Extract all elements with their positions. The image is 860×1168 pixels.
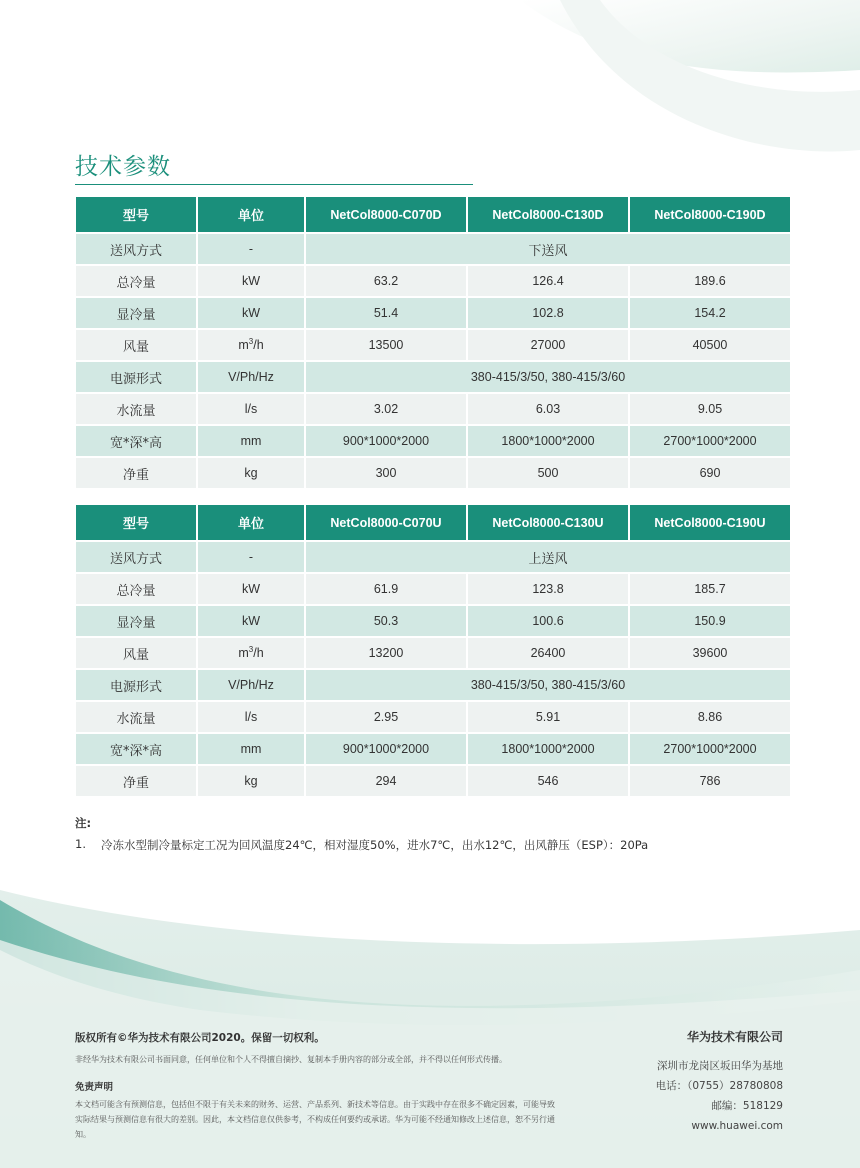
row-value: 1800*1000*2000	[468, 426, 628, 456]
row-value: 189.6	[630, 266, 790, 296]
copyright-notice: 非经华为技术有限公司书面同意，任何单位和个人不得擅自摘抄、复制本手册内容的部分或全部，并不得以任何形式传播。	[75, 1055, 507, 1064]
header-model-3: NetCol8000-C190U	[630, 505, 790, 540]
row-unit: mm	[198, 426, 304, 456]
table-row	[76, 362, 790, 392]
unit-base: m	[238, 646, 249, 661]
company-name: 华为技术有限公司	[686, 1030, 783, 1044]
header-model: 型号	[76, 505, 196, 540]
row-unit: kW	[198, 606, 304, 636]
row-value: 26400	[468, 638, 628, 668]
notes-heading: 注:	[75, 816, 92, 830]
row-label: 宽*深*高	[76, 734, 196, 764]
table-row	[76, 542, 790, 572]
row-value: 126.4	[468, 266, 628, 296]
row-value: 5.91	[468, 702, 628, 732]
row-unit: kW	[198, 574, 304, 604]
row-value: 51.4	[306, 298, 466, 328]
unit-rest: /h	[253, 338, 264, 353]
row-label: 显冷量	[76, 298, 196, 328]
disclaimer-title: 免责声明	[75, 1082, 114, 1093]
row-value: 2700*1000*2000	[630, 734, 790, 764]
header-model-2: NetCol8000-C130U	[468, 505, 628, 540]
row-label: 电源形式	[76, 670, 196, 700]
disclaimer-text: 本文档可能含有预测信息，包括但不限于有关未来的财务、运营、产品系列、新技术等信息。由于实践中存在很多不确定因素，可能导致实际结果与预测信息有很大的差别。因此，本文档信息仅供参考，不构成任何要约或承诺。华为可能不经通知修改上述信息，恕不另行通知。	[75, 1100, 555, 1139]
row-label: 总冷量	[76, 266, 196, 296]
footer-legal	[75, 1030, 575, 1142]
row-value: 900*1000*2000	[306, 426, 466, 456]
row-label: 净重	[76, 458, 196, 488]
row-value: 8.86	[630, 702, 790, 732]
row-unit: V/Ph/Hz	[198, 362, 304, 392]
row-unit: kg	[198, 766, 304, 796]
header-model-1: NetCol8000-C070D	[306, 197, 466, 232]
row-merged-value: 380-415/3/50, 380-415/3/60	[306, 362, 790, 392]
header-model-2: NetCol8000-C130D	[468, 197, 628, 232]
unit-base: m	[238, 338, 249, 353]
table-row	[76, 734, 790, 764]
row-value: 2700*1000*2000	[630, 426, 790, 456]
note-number: 1.	[75, 837, 86, 851]
row-value: 154.2	[630, 298, 790, 328]
row-value: 185.7	[630, 574, 790, 604]
table-row	[76, 702, 790, 732]
row-value: 9.05	[630, 394, 790, 424]
row-value: 900*1000*2000	[306, 734, 466, 764]
row-value: 786	[630, 766, 790, 796]
row-label: 电源形式	[76, 362, 196, 392]
row-value: 546	[468, 766, 628, 796]
table-row	[76, 426, 790, 456]
row-value: 150.9	[630, 606, 790, 636]
row-unit: kW	[198, 298, 304, 328]
row-label: 净重	[76, 766, 196, 796]
header-model: 型号	[76, 197, 196, 232]
row-value: 61.9	[306, 574, 466, 604]
row-value: 13500	[306, 330, 466, 360]
spec-table-upflow	[74, 503, 792, 798]
table-header-row	[76, 505, 790, 540]
row-unit: -	[198, 234, 304, 264]
row-value: 27000	[468, 330, 628, 360]
notes-section	[75, 815, 648, 853]
row-value: 40500	[630, 330, 790, 360]
row-value: 63.2	[306, 266, 466, 296]
row-label: 风量	[76, 330, 196, 360]
note-text: 冷冻水型制冷量标定工况为回风温度24℃，相对湿度50%，进水7℃，出水12℃，出风静压（ESP）：20Pa	[101, 838, 649, 852]
table-row	[76, 638, 790, 668]
row-value: 123.8	[468, 574, 628, 604]
row-value: 50.3	[306, 606, 466, 636]
table-row	[76, 574, 790, 604]
table-row	[76, 234, 790, 264]
table-row	[76, 766, 790, 796]
table-row	[76, 298, 790, 328]
row-unit: V/Ph/Hz	[198, 670, 304, 700]
row-label: 宽*深*高	[76, 426, 196, 456]
row-value: 690	[630, 458, 790, 488]
header-unit: 单位	[198, 197, 304, 232]
row-label: 水流量	[76, 702, 196, 732]
table-row	[76, 330, 790, 360]
row-unit: kg	[198, 458, 304, 488]
row-value: 100.6	[468, 606, 628, 636]
header-model-3: NetCol8000-C190D	[630, 197, 790, 232]
header-model-1: NetCol8000-C070U	[306, 505, 466, 540]
title-rule	[75, 184, 473, 185]
footer-contact	[656, 1028, 783, 1134]
note-item	[75, 837, 648, 853]
spec-table-downflow	[74, 195, 792, 490]
row-value: 2.95	[306, 702, 466, 732]
unit-sup: 3	[248, 645, 254, 655]
row-label: 总冷量	[76, 574, 196, 604]
table-row	[76, 266, 790, 296]
row-value: 500	[468, 458, 628, 488]
row-label: 送风方式	[76, 234, 196, 264]
company-website[interactable]: www.huawei.com	[691, 1120, 783, 1132]
table-row	[76, 394, 790, 424]
row-unit	[198, 330, 304, 360]
table-row	[76, 670, 790, 700]
company-phone: 电话：（0755）28780808	[655, 1080, 783, 1092]
row-unit: l/s	[198, 702, 304, 732]
row-value: 13200	[306, 638, 466, 668]
row-value: 3.02	[306, 394, 466, 424]
row-merged-value: 380-415/3/50, 380-415/3/60	[306, 670, 790, 700]
row-unit: l/s	[198, 394, 304, 424]
row-label: 风量	[76, 638, 196, 668]
row-unit: kW	[198, 266, 304, 296]
unit-sup: 3	[248, 337, 254, 347]
row-value: 102.8	[468, 298, 628, 328]
page-title: 技术参数	[75, 154, 171, 180]
copyright-line: 版权所有©华为技术有限公司2020。保留一切权利。	[75, 1032, 325, 1044]
row-unit	[198, 638, 304, 668]
row-merged-value: 上送风	[306, 542, 790, 572]
header-unit: 单位	[198, 505, 304, 540]
row-value: 6.03	[468, 394, 628, 424]
row-value: 39600	[630, 638, 790, 668]
row-value: 1800*1000*2000	[468, 734, 628, 764]
row-merged-value: 下送风	[306, 234, 790, 264]
row-label: 显冷量	[76, 606, 196, 636]
row-unit: mm	[198, 734, 304, 764]
unit-rest: /h	[253, 646, 264, 661]
table-row	[76, 606, 790, 636]
table-row	[76, 458, 790, 488]
table-header-row	[76, 197, 790, 232]
company-postcode: 邮编：518129	[711, 1100, 783, 1112]
row-value: 300	[306, 458, 466, 488]
row-value: 294	[306, 766, 466, 796]
row-label: 送风方式	[76, 542, 196, 572]
row-label: 水流量	[76, 394, 196, 424]
company-address: 深圳市龙岗区坂田华为基地	[657, 1060, 783, 1072]
row-unit: -	[198, 542, 304, 572]
